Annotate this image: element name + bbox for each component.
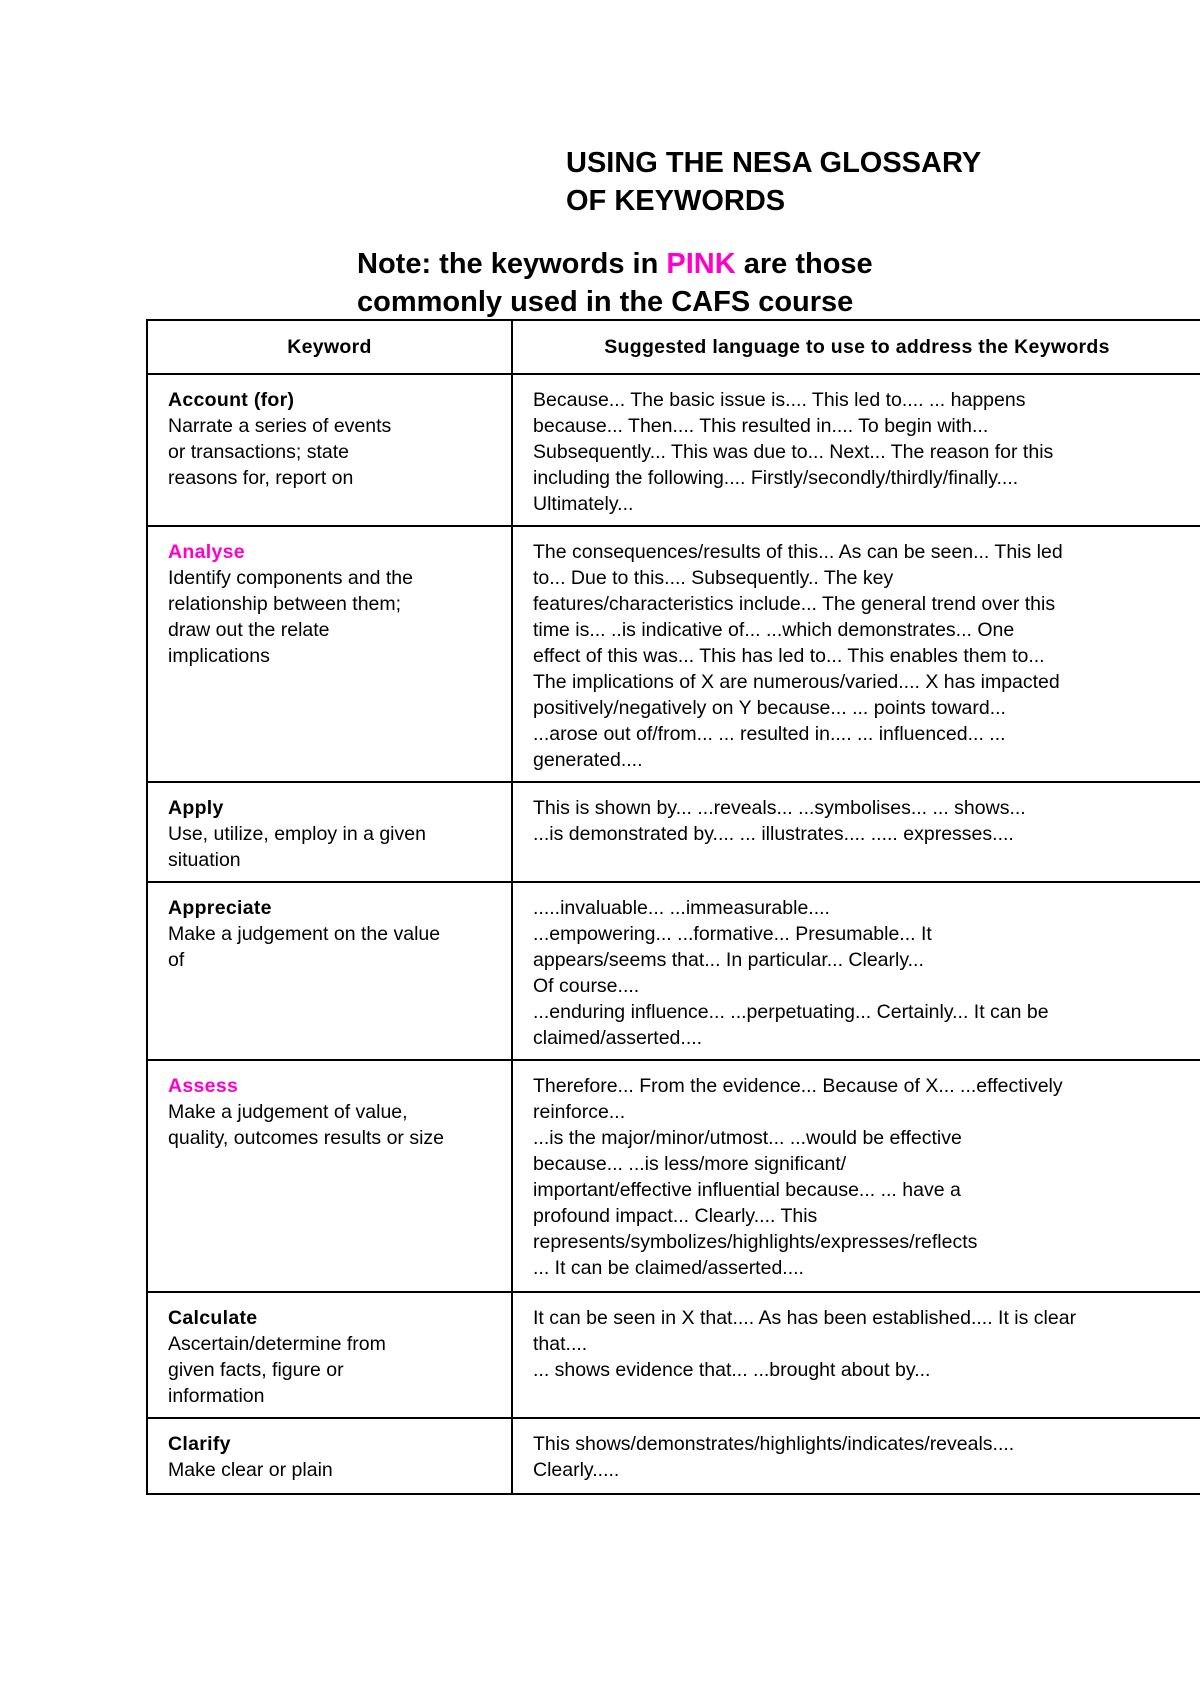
keyword-title: Account (for) bbox=[168, 389, 295, 411]
keyword-definition: Identify components and the relationship between them; draw out the relate implications bbox=[168, 567, 413, 667]
table-row bbox=[147, 882, 1200, 1060]
keyword-title: Analyse bbox=[168, 541, 245, 563]
note-line-2: commonly used in the CAFS course bbox=[357, 286, 854, 318]
note-text-pre: Note: the keywords in bbox=[357, 248, 667, 280]
suggested-language: This is shown by... ...reveals... ...symbolises... ... shows... ...is demonstrated by.... ... illustrates.... ..... expresses.... bbox=[533, 797, 1026, 845]
table-row bbox=[147, 1418, 1200, 1494]
language-cell bbox=[512, 526, 1200, 782]
keyword-definition: Ascertain/determine from given facts, figure or information bbox=[168, 1333, 386, 1407]
language-cell bbox=[512, 1418, 1200, 1494]
glossary-table bbox=[146, 319, 1200, 1495]
table-row bbox=[147, 782, 1200, 882]
keyword-cell bbox=[147, 526, 512, 782]
keyword-title: Calculate bbox=[168, 1307, 258, 1329]
language-cell bbox=[512, 374, 1200, 526]
note-pink-word: PINK bbox=[666, 248, 736, 280]
title-line-2: OF KEYWORDS bbox=[566, 185, 786, 217]
language-cell bbox=[512, 1060, 1200, 1292]
title-line-1: USING THE NESA GLOSSARY bbox=[566, 147, 982, 179]
suggested-language: This shows/demonstrates/highlights/indicates/reveals.... Clearly..... bbox=[533, 1433, 1015, 1481]
suggested-language: Because... The basic issue is.... This led to.... ... happens because... Then.... This resulted in.... To begin with... Subsequently... This was due to... Next... The reason for this including the following.... Firstly/secondly/thirdly/finally.... Ultimately... bbox=[533, 389, 1054, 515]
header-keyword: Keyword bbox=[147, 320, 512, 374]
language-cell bbox=[512, 882, 1200, 1060]
keyword-definition: Narrate a series of events or transactions; state reasons for, report on bbox=[168, 415, 392, 489]
table-row bbox=[147, 374, 1200, 526]
keyword-cell bbox=[147, 1060, 512, 1292]
note-text-post: are those bbox=[735, 248, 873, 280]
keyword-cell bbox=[147, 1292, 512, 1418]
suggested-language: It can be seen in X that.... As has been established.... It is clear that.... ... shows evidence that... ...brought about by... bbox=[533, 1307, 1077, 1381]
language-cell bbox=[512, 1292, 1200, 1418]
table-header-row bbox=[147, 320, 1200, 374]
keyword-title: Apply bbox=[168, 797, 224, 819]
language-cell bbox=[512, 782, 1200, 882]
keyword-title: Clarify bbox=[168, 1433, 231, 1455]
keyword-definition: Make clear or plain bbox=[168, 1459, 333, 1481]
keyword-cell bbox=[147, 882, 512, 1060]
suggested-language: Therefore... From the evidence... Because of X... ...effectively reinforce... ...is the major/minor/utmost... ...would be effective because... ...is less/more significant/ important/effective influential because... ... have a profound impact... Clearly.... This represents/symbolizes/highlights/expresses/reflects ... It can be claimed/asserted.... bbox=[533, 1075, 1063, 1279]
document-title bbox=[566, 144, 981, 220]
table-row bbox=[147, 1060, 1200, 1292]
keyword-definition: Use, utilize, employ in a given situation bbox=[168, 823, 426, 871]
keyword-definition: Make a judgement on the value of bbox=[168, 923, 441, 971]
keyword-definition: Make a judgement of value, quality, outcomes results or size bbox=[168, 1101, 444, 1149]
keyword-cell bbox=[147, 782, 512, 882]
note bbox=[357, 245, 873, 321]
table-row bbox=[147, 526, 1200, 782]
note-line-1 bbox=[357, 245, 873, 283]
keyword-cell bbox=[147, 1418, 512, 1494]
table-row bbox=[147, 1292, 1200, 1418]
header-language: Suggested language to use to address the Keywords bbox=[512, 320, 1200, 374]
suggested-language: The consequences/results of this... As can be seen... This led to... Due to this.... Subsequently.. The key features/characteristics include... The general trend over this time is... ..is indicative of... ...which demonstrates... One effect of this was... This has led to... This enables them to... The implications of X are numerous/varied.... X has impacted positively/negatively on Y because... ... points toward... ...arose out of/from... ... resulted in.... ... influenced... ... generated.... bbox=[533, 541, 1063, 771]
keyword-cell bbox=[147, 374, 512, 526]
keyword-title: Assess bbox=[168, 1075, 239, 1097]
keyword-title: Appreciate bbox=[168, 897, 272, 919]
suggested-language: .....invaluable... ...immeasurable.... ...empowering... ...formative... Presumable... It appears/seems that... In particular... Clearly... Of course.... ...enduring influence... ...perpetuating... Certainly... It can be claimed/asserted.... bbox=[533, 897, 1049, 1049]
